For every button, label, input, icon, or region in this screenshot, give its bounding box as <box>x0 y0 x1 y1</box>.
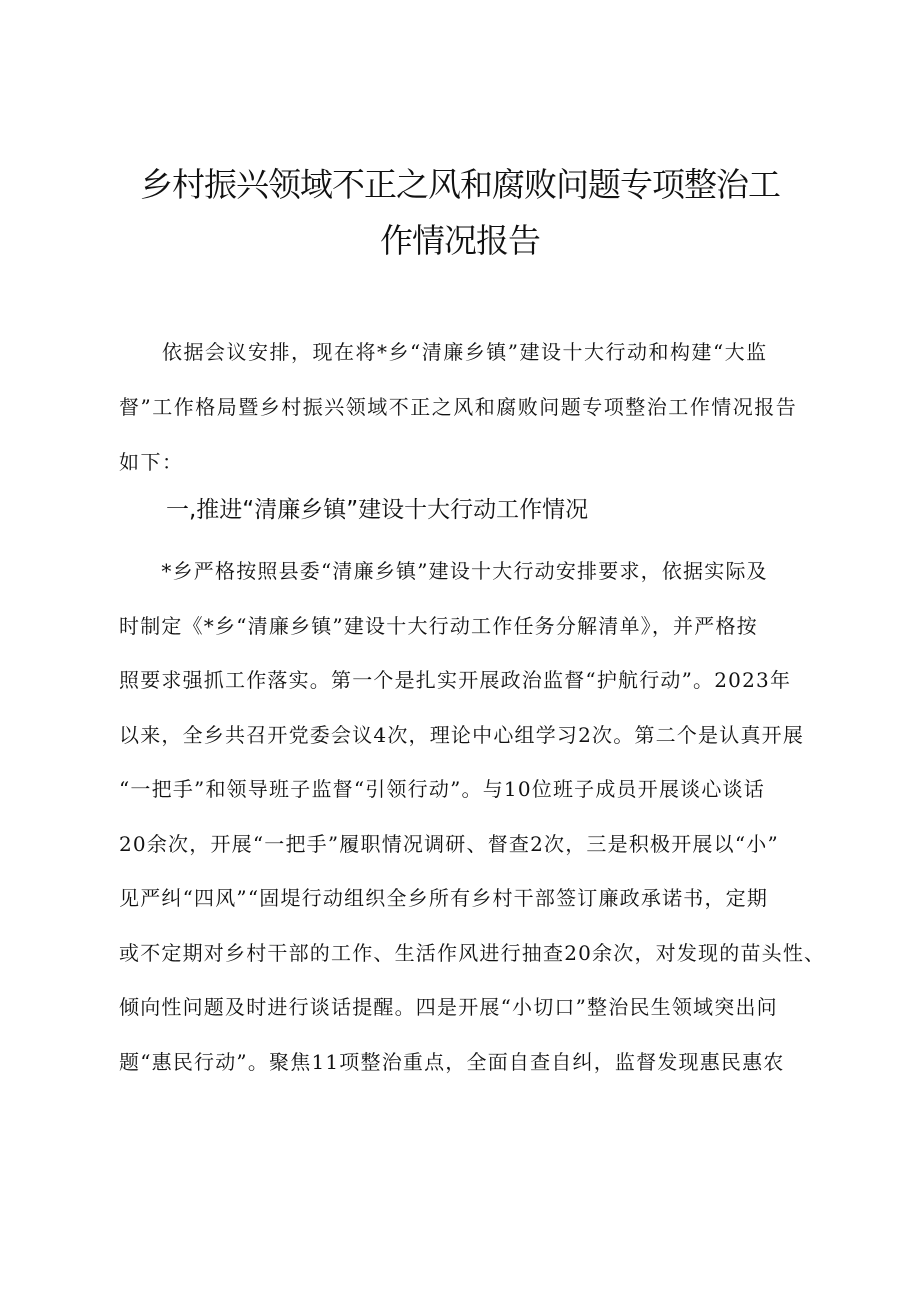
body-paragraph <box>119 544 826 1089</box>
body-line: *乡严格按照县委“清廉乡镇”建设十大行动安排要求，依据实际及 <box>119 559 768 583</box>
intro-line: 依据会议安排，现在将*乡“清廉乡镇”建设十大行动和构建“大监 <box>119 340 768 364</box>
body-line: 题“惠民行动”。聚焦11项整治重点，全面自查自纠，监督发现惠民惠农 <box>119 1049 785 1074</box>
document-title <box>100 157 820 269</box>
body-line: 20余次，开展“一把手”履职情况调研、督查2次，三是积极开展以“小” <box>119 831 779 856</box>
body-line: “一把手”和领导班子监督“引领行动”。与10位班子成员开展谈心谈话 <box>119 777 765 801</box>
title-line-1: 乡村振兴领域不正之风和腐败问题专项整治工 <box>140 165 780 204</box>
section-heading: 一,推进“清廉乡镇”建设十大行动工作情况 <box>166 497 589 523</box>
body-line: 照要求强抓工作落实。第一个是扎实开展政治监督“护航行动”。2023年 <box>119 668 792 692</box>
intro-line: 如下： <box>119 450 184 474</box>
intro-line: 督”工作格局暨乡村振兴领域不正之风和腐败问题专项整治工作情况报告 <box>119 395 798 419</box>
body-line: 以来，全乡共召开党委会议4次，理论中心组学习2次。第二个是认真开展 <box>119 722 805 747</box>
body-line: 时制定《*乡“清廉乡镇”建设十大行动工作任务分解清单》，并严格按 <box>119 613 758 638</box>
title-line-2: 作情况报告 <box>380 221 540 260</box>
body-line: 或不定期对乡村干部的工作、生活作风进行抽查20余次，对发现的苗头性、 <box>119 940 826 965</box>
body-line: 见严纠“四风”“固堤行动组织全乡所有乡村干部签订廉政承诺书，定期 <box>119 886 769 910</box>
body-line: 倾向性问题及时进行谈话提醒。四是开展“小切口”整治民生领域突出问 <box>119 995 778 1019</box>
intro-paragraph <box>119 325 805 490</box>
